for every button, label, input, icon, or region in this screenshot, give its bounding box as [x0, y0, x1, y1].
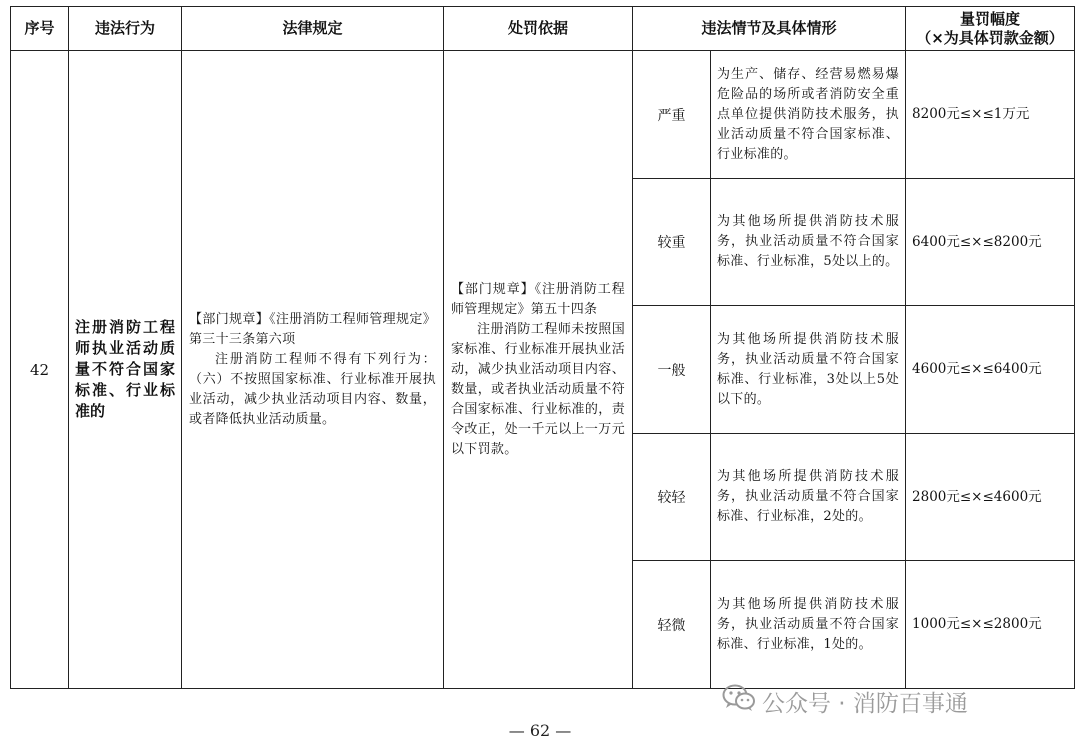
- header-row: [11, 7, 1075, 51]
- penalty-basis: [444, 51, 633, 689]
- law-provision: [182, 51, 444, 689]
- severity-description: 为其他场所提供消防技术服务，执业活动质量不符合国家标准、行业标准，5处以上的。: [711, 179, 906, 306]
- fine-range: 4600元≤×≤6400元: [906, 306, 1075, 434]
- page-number: — 62 —: [508, 721, 572, 740]
- watermark-text: 公众号 · 消防百事通: [762, 690, 968, 717]
- severity-level: 较重: [633, 179, 711, 306]
- header-index: 序号: [11, 7, 69, 51]
- fine-range: 1000元≤×≤2800元: [906, 561, 1075, 689]
- row-index: 42: [11, 51, 69, 689]
- header-amount-title: 量罚幅度: [960, 9, 1021, 28]
- severity-description: 为其他场所提供消防技术服务，执业活动质量不符合国家标准、行业标准，1处的。: [711, 561, 906, 689]
- severity-level: 较轻: [633, 434, 711, 561]
- violation-act: 注册消防工程师执业活动质量不符合国家标准、行业标准的: [69, 51, 182, 689]
- penalty-basis-text: 注册消防工程师未按照国家标准、行业标准开展执业活动，减少执业活动项目内容、数量，或者执业活动质量不符合国家标准、行业标准的，责令改正，处一千元以上一万元以下罚款。: [451, 321, 625, 457]
- wechat-icon: [722, 684, 762, 718]
- fine-range: 6400元≤×≤8200元: [906, 179, 1075, 306]
- header-circumstance: 违法情节及具体情形: [633, 7, 906, 51]
- law-provision-text: 注册消防工程师不得有下列行为：（六）不按照国家标准、行业标准开展执业活动，减少执业活动项目内容、数量，或者降低执业活动质量。: [189, 351, 436, 427]
- severity-description: 为其他场所提供消防技术服务，执业活动质量不符合国家标准、行业标准，2处的。: [711, 434, 906, 561]
- header-basis: 处罚依据: [444, 7, 633, 51]
- watermark: [722, 684, 968, 718]
- penalty-table: [10, 6, 1075, 689]
- severity-level: 严重: [633, 51, 711, 179]
- fine-range: 8200元≤×≤1万元: [906, 51, 1075, 179]
- header-act: 违法行为: [69, 7, 182, 51]
- fine-range: 2800元≤×≤4600元: [906, 434, 1075, 561]
- law-provision-source: 【部门规章】《注册消防工程师管理规定》第三十三条第六项: [189, 311, 436, 347]
- header-amount-subtitle: （×为具体罚款金额）: [916, 28, 1064, 47]
- severity-level: 轻微: [633, 561, 711, 689]
- header-amount: [906, 7, 1075, 51]
- severity-level: 一般: [633, 306, 711, 434]
- penalty-basis-source: 【部门规章】《注册消防工程师管理规定》第五十四条: [451, 281, 625, 317]
- severity-description: 为其他场所提供消防技术服务，执业活动质量不符合国家标准、行业标准，3处以上5处以下的。: [711, 306, 906, 434]
- header-law: 法律规定: [182, 7, 444, 51]
- table-row: [11, 51, 1075, 179]
- severity-description: 为生产、储存、经营易燃易爆危险品的场所或者消防安全重点单位提供消防技术服务，执业活动质量不符合国家标准、行业标准的。: [711, 51, 906, 179]
